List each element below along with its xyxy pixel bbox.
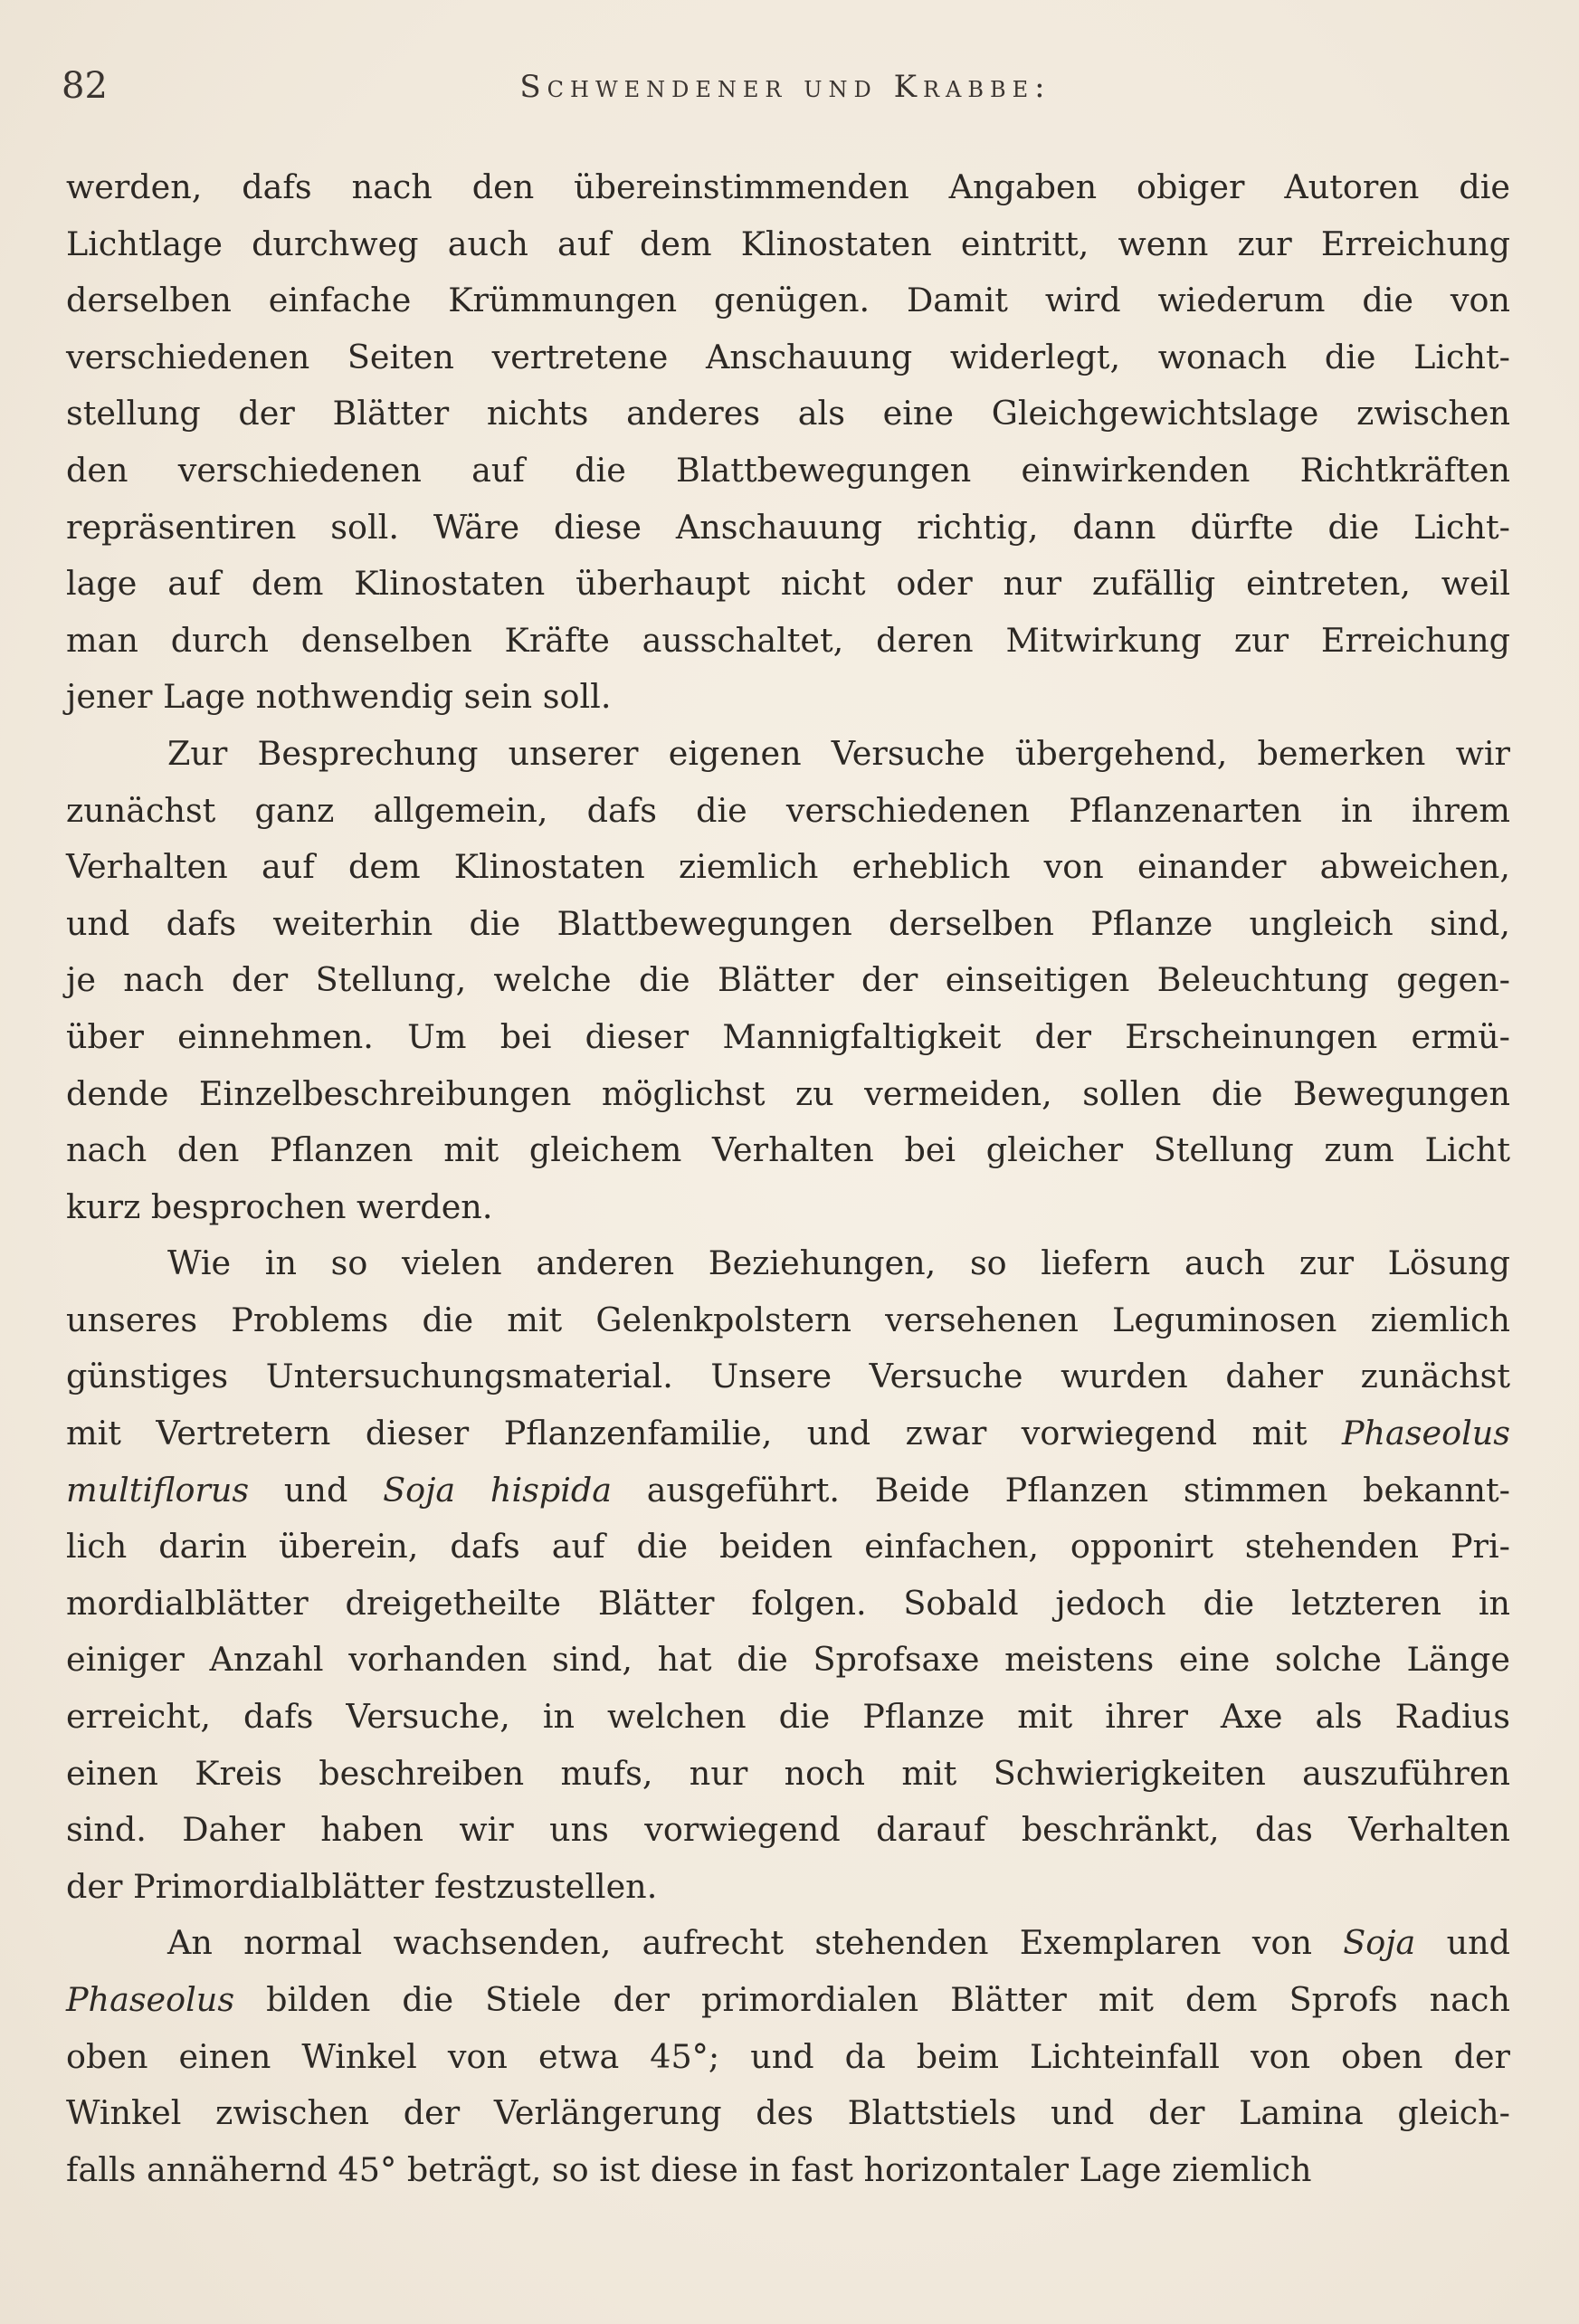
text-segment: ausgeführt. Beide Pflanzen stimmen bekannt- xyxy=(612,1470,1510,1510)
page-number: 82 xyxy=(62,65,108,107)
text-line xyxy=(66,613,1510,670)
text-segment: je nach der Stellung, welche die Blätter der einseitigen Beleuchtung gegen- xyxy=(66,960,1510,1000)
italic-text: Phaseolus xyxy=(1341,1414,1510,1453)
text-line xyxy=(66,1348,1510,1405)
text-line xyxy=(66,1292,1510,1349)
text-segment: einen Kreis beschreiben mufs, nur noch mit Schwierigkeiten auszuführen xyxy=(66,1753,1510,1793)
text-line xyxy=(66,1689,1510,1746)
text-segment: und xyxy=(1415,1923,1511,1963)
text-segment: einiger Anzahl vorhanden sind, hat die Sprofsaxe meistens eine solche Länge xyxy=(66,1640,1510,1680)
text-line xyxy=(66,2029,1510,2086)
text-line xyxy=(66,2142,1510,2199)
paragraph xyxy=(66,1915,1510,2198)
italic-text: Phaseolus xyxy=(66,1980,235,2019)
text-line xyxy=(66,159,1510,216)
text-segment: kurz besprochen werden. xyxy=(66,1186,493,1226)
text-segment: zunächst ganz allgemein, dafs die verschiedenen Pflanzenarten in ihrem xyxy=(66,790,1510,830)
text-segment: über einnehmen. Um bei dieser Mannigfaltigkeit der Erscheinungen ermü- xyxy=(66,1016,1510,1056)
text-segment: Lichtlage durchweg auch auf dem Klinostaten eintritt, wenn zur Erreichung xyxy=(66,224,1510,263)
text-segment: verschiedenen Seiten vertretene Anschauung widerlegt, wonach die Licht- xyxy=(66,337,1510,376)
text-segment: stellung der Blätter nichts anderes als eine Gleichgewichtslage zwischen xyxy=(66,394,1510,433)
text-line xyxy=(66,500,1510,557)
text-segment: mordialblätter dreigetheilte Blätter folgen. Sobald jedoch die letzteren in xyxy=(66,1583,1510,1623)
text-line xyxy=(66,1802,1510,1859)
text-line xyxy=(66,783,1510,840)
text-line xyxy=(66,952,1510,1009)
paragraph xyxy=(66,1235,1510,1915)
text-line xyxy=(66,386,1510,443)
italic-text: Soja hispida xyxy=(383,1470,613,1510)
text-line xyxy=(66,272,1510,329)
text-segment: An normal wachsenden, aufrecht stehenden Exemplaren von xyxy=(167,1923,1344,1963)
paragraph xyxy=(66,726,1510,1235)
text-segment: den verschiedenen auf die Blattbewegungen einwirkenden Richtkräften xyxy=(66,450,1510,490)
text-segment: günstiges Untersuchungsmaterial. Unsere Versuche wurden daher zunächst xyxy=(66,1357,1510,1396)
text-segment: sind. Daher haben wir uns vorwiegend darauf beschränkt, das Verhalten xyxy=(66,1810,1510,1850)
text-segment: mit Vertretern dieser Pflanzenfamilie, und zwar vorwiegend mit xyxy=(66,1414,1342,1453)
text-segment: falls annähernd 45° beträgt, so ist diese in fast horizontaler Lage ziemlich xyxy=(66,2149,1312,2189)
italic-text: Soja xyxy=(1343,1923,1416,1963)
text-line xyxy=(66,2085,1510,2142)
text-segment: werden, dafs nach den übereinstimmenden Angaben obiger Autoren die xyxy=(66,167,1510,206)
text-segment: dende Einzelbeschreibungen möglichst zu vermeiden, sollen die Bewegungen xyxy=(66,1073,1510,1113)
text-line xyxy=(66,1632,1510,1689)
text-segment: nach den Pflanzen mit gleichem Verhalten bei gleicher Stellung zum Licht xyxy=(66,1130,1510,1170)
text-segment: unseres Problems die mit Gelenkpolstern versehenen Leguminosen ziemlich xyxy=(66,1300,1510,1339)
text-line xyxy=(66,1122,1510,1179)
text-line xyxy=(66,1519,1510,1576)
text-segment: Zur Besprechung unserer eigenen Versuche übergehend, bemerken wir xyxy=(167,733,1510,773)
text-line xyxy=(66,1915,1510,1972)
text-line xyxy=(66,1066,1510,1123)
text-line xyxy=(66,1179,1510,1236)
text-line xyxy=(66,556,1510,613)
text-segment: Winkel zwischen der Verlängerung des Blattstiels und der Lamina gleich- xyxy=(66,2093,1510,2133)
text-segment: man durch denselben Kräfte ausschaltet, deren Mitwirkung zur Erreichung xyxy=(66,620,1510,660)
text-line xyxy=(66,1462,1510,1519)
text-segment: und xyxy=(249,1470,384,1510)
text-segment: repräsentiren soll. Wäre diese Anschauung richtig, dann dürfte die Licht- xyxy=(66,507,1510,547)
text-line xyxy=(66,726,1510,783)
text-line xyxy=(66,216,1510,273)
text-line xyxy=(66,1009,1510,1066)
text-line xyxy=(66,329,1510,386)
text-line xyxy=(66,839,1510,896)
text-segment: erreicht, dafs Versuche, in welchen die Pflanze mit ihrer Axe als Radius xyxy=(66,1697,1510,1737)
text-line xyxy=(66,443,1510,500)
text-segment: Wie in so vielen anderen Beziehungen, so liefern auch zur Lösung xyxy=(167,1243,1510,1283)
text-segment: der Primordialblätter festzustellen. xyxy=(66,1866,658,1906)
text-line xyxy=(66,1972,1510,2029)
text-line xyxy=(66,1235,1510,1292)
text-line xyxy=(66,1576,1510,1633)
text-line xyxy=(66,896,1510,953)
paragraph xyxy=(66,159,1510,726)
text-segment: oben einen Winkel von etwa 45°; und da beim Lichteinfall von oben der xyxy=(66,2036,1510,2076)
text-segment: Verhalten auf dem Klinostaten ziemlich erheblich von einander abweichen, xyxy=(66,847,1510,887)
running-head: Schwendener und Krabbe: xyxy=(519,69,1051,105)
page-header xyxy=(62,58,1509,121)
text-line xyxy=(66,1746,1510,1803)
text-segment: und dafs weiterhin die Blattbewegungen derselben Pflanze ungleich sind, xyxy=(66,903,1510,943)
text-segment: jener Lage nothwendig sein soll. xyxy=(66,677,612,717)
text-line xyxy=(66,1859,1510,1916)
italic-text: multiflorus xyxy=(66,1470,250,1510)
text-segment: lich darin überein, dafs auf die beiden einfachen, opponirt stehenden Pri- xyxy=(66,1527,1510,1567)
body-text xyxy=(66,159,1510,2198)
text-line xyxy=(66,1405,1510,1462)
text-segment: bilden die Stiele der primordialen Blätter mit dem Sprofs nach xyxy=(234,1980,1510,2019)
text-segment: derselben einfache Krümmungen genügen. Damit wird wiederum die von xyxy=(66,281,1510,320)
text-segment: lage auf dem Klinostaten überhaupt nicht oder nur zufällig eintreten, weil xyxy=(66,564,1510,604)
text-line xyxy=(66,669,1510,726)
